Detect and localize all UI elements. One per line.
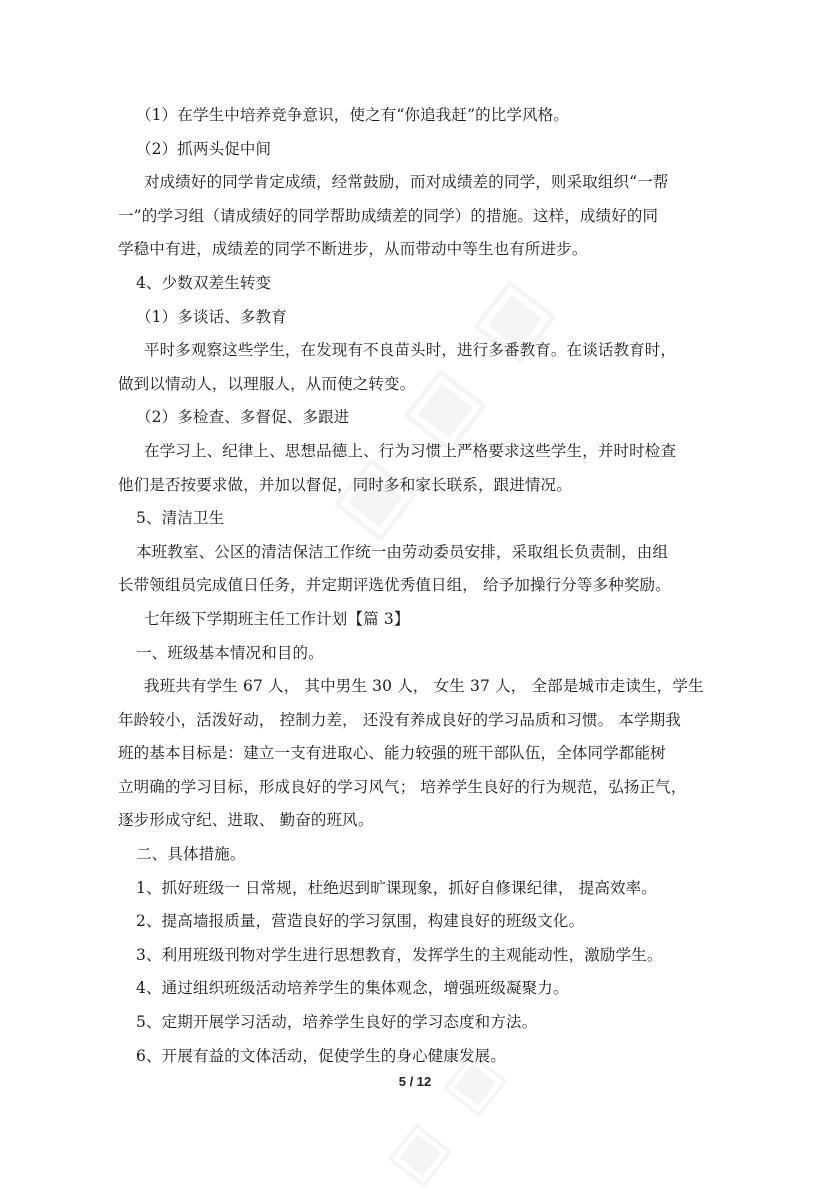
paragraph-line: 学稳中有进，成绩差的同学不断进步，从而带动中等生也有所进步。 bbox=[118, 240, 588, 259]
paragraph-line: 班的基本目标是：建立一支有进取心、能力较强的班干部队伍，全体同学都能树 bbox=[118, 744, 666, 763]
list-item: 1、抓好班级一 日常规，杜绝迟到旷课现象，抓好自修课纪律， 提高效率。 bbox=[136, 878, 657, 897]
paragraph-line: 做到以情动人，以理服人，从而使之转变。 bbox=[118, 374, 416, 393]
paragraph-line: 我班共有学生 67 人， 其中男生 30 人， 女生 37 人， 全部是城市走读生，学生 bbox=[144, 677, 704, 696]
list-item: 5、定期开展学习活动，培养学生良好的学习态度和方法。 bbox=[136, 1013, 538, 1032]
paragraph-line: （2）抓两头促中间 bbox=[136, 139, 272, 158]
list-item: 6、开展有益的文体活动，促使学生的身心健康发展。 bbox=[136, 1046, 506, 1065]
list-item: 4、通过组织班级活动培养学生的集体观念，增强班级凝聚力。 bbox=[136, 979, 569, 998]
subsection-heading: （1）多谈话、多教育 bbox=[136, 307, 287, 326]
section-heading: 二、具体措施。 bbox=[136, 845, 246, 864]
section-heading: 一、班级基本情况和目的。 bbox=[136, 643, 324, 662]
paragraph-line: 他们是否按要求做，并加以督促，同时多和家长联系，跟进情况。 bbox=[118, 475, 572, 494]
section-heading: 5、清洁卫生 bbox=[136, 509, 225, 528]
paragraph-line: 逐步形成守纪、进取、 勤奋的班风。 bbox=[118, 811, 374, 830]
paragraph-line: 年龄较小，活泼好动， 控制力差， 还没有养成良好的学习品质和习惯。 本学期我 bbox=[118, 710, 681, 729]
paragraph-line: （1）在学生中培养竞争意识，使之有“你追我赶”的比学风格。 bbox=[136, 106, 570, 124]
paragraph-line: 一”的学习组（请成绩好的同学帮助成绩差的同学）的措施。这样，成绩好的同 bbox=[118, 206, 659, 225]
paragraph-line: 平时多观察这些学生，在发现有不良苗头时，进行多番教育。在谈话教育时， bbox=[144, 341, 677, 360]
list-item: 3、利用班级刊物对学生进行思想教育，发挥学生的主观能动性，激励学生。 bbox=[136, 945, 663, 964]
paragraph-line: 对成绩好的同学肯定成绩，经常鼓励，而对成绩差的同学，则采取组织“一帮 bbox=[144, 173, 669, 192]
paragraph-line: 本班教室、公区的清洁保洁工作统一由劳动委员安排，采取组长负责制，由组 bbox=[136, 542, 669, 561]
page-number: 5 / 12 bbox=[398, 1074, 432, 1089]
list-item: 2、提高墙报质量，营造良好的学习氛围，构建良好的班级文化。 bbox=[136, 912, 585, 931]
section-heading: 4、少数双差生转变 bbox=[136, 273, 272, 292]
document-title: 七年级下学期班主任工作计划【篇 3】 bbox=[144, 609, 410, 628]
paragraph-line: 在学习上、纪律上、思想品德上、行为习惯上严格要求这些学生，并时时检查 bbox=[144, 441, 677, 460]
subsection-heading: （2）多检查、多督促、多跟进 bbox=[136, 408, 350, 427]
paragraph-line: 长带领组员完成值日任务，并定期评选优秀值日组， 给予加操行分等多种奖励。 bbox=[118, 576, 671, 595]
paragraph-line: 立明确的学习目标，形成良好的学习风气； 培养学生良好的行为规范，弘扬正气， bbox=[118, 777, 687, 796]
document-body bbox=[118, 99, 718, 1073]
